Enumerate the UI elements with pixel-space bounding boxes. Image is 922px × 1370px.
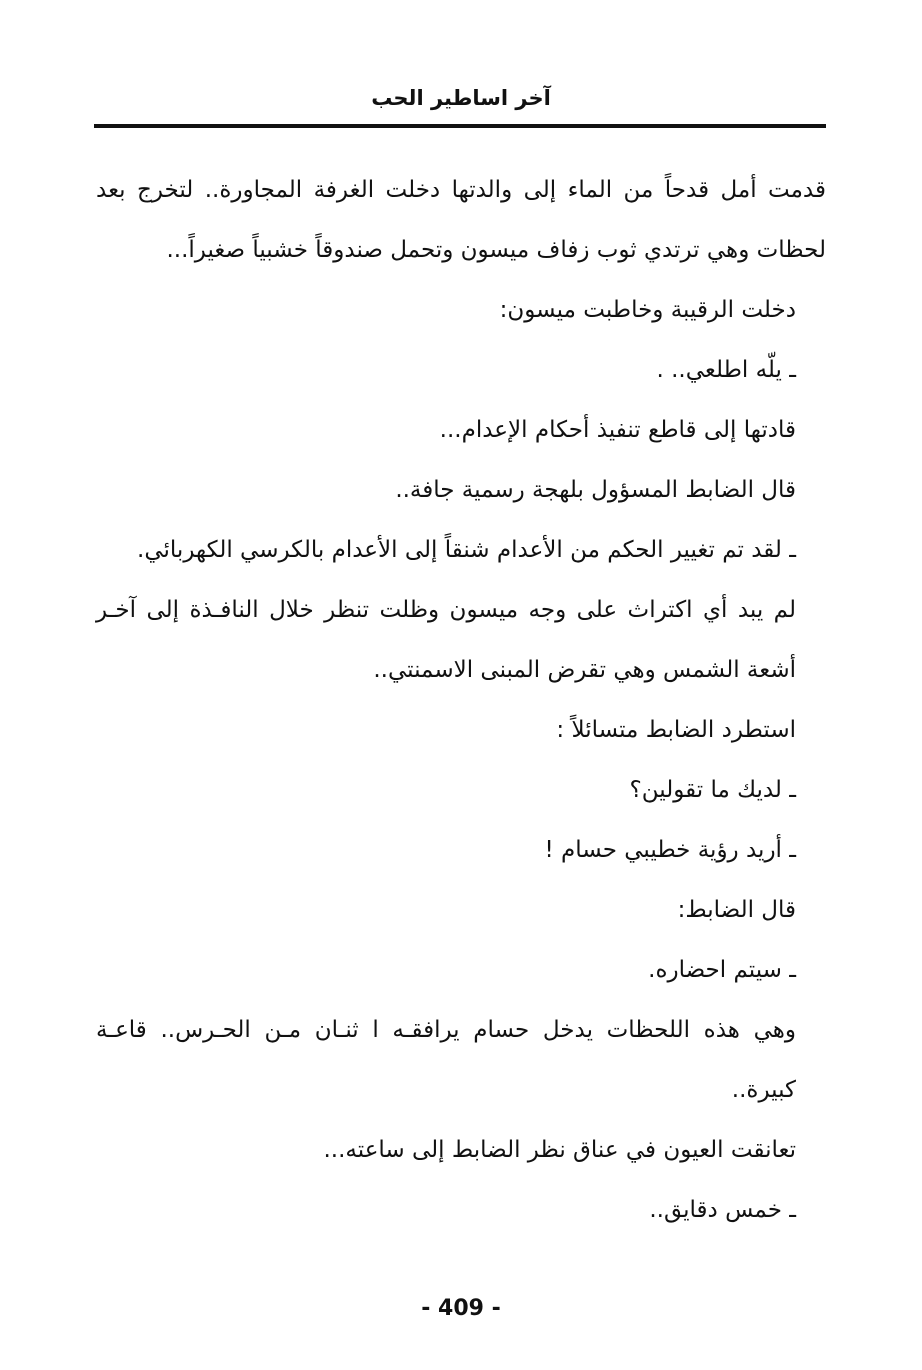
paragraph: قدمت أمل قدحاً من الماء إلى والدتها دخلت الغرفة المجاورة.. لتخرج بعد لحظات وهي ترتدي ثوب زفاف ميسون وتحمل صندوقاً خشبياً صغيراً... (96, 177, 826, 263)
header-divider (94, 124, 826, 128)
paragraph: قال الضابط: (677, 897, 796, 923)
running-header-title: آخر اساطير الحب (371, 86, 551, 110)
paragraph: قال الضابط المسؤول بلهجة رسمية جافة.. (395, 477, 796, 503)
page-body (96, 160, 826, 1240)
page-number: - 409 - (421, 1296, 501, 1321)
dialogue-line: ـ لقد تم تغيير الحكم من الأعدام شنقاً إلى الأعدام بالكرسي الكهربائي. (137, 537, 796, 563)
dialogue-line: ـ سيتم احضاره. (648, 957, 796, 983)
paragraph: استطرد الضابط متسائلاً : (556, 717, 796, 743)
dialogue-line: ـ لديك ما تقولين؟ (629, 777, 796, 803)
dialogue-line: ـ أريد رؤية خطيبي حسام ! (544, 837, 796, 863)
paragraph: قادتها إلى قاطع تنفيذ أحكام الإعدام... (439, 417, 796, 443)
dialogue-line: ـ يلّه اطلعي.. . (656, 357, 796, 383)
paragraph: وهي هذه اللحظات يدخل حسام يرافقـه ا ثنـان مـن الحـرس.. قاعـة كبيرة.. (96, 1017, 796, 1103)
paragraph: دخلت الرقيبة وخاطبت ميسون: (499, 297, 796, 323)
dialogue-line: ـ خمس دقايق.. (649, 1197, 796, 1223)
paragraph: لم يبد أي اكتراث على وجه ميسون وظلت تنظر خلال النافـذة إلى آخـر أشعة الشمس وهي تقرض المبنى الاسمنتي.. (96, 597, 796, 683)
paragraph: تعانقت العيون في عناق نظر الضابط إلى ساعته... (323, 1137, 796, 1163)
